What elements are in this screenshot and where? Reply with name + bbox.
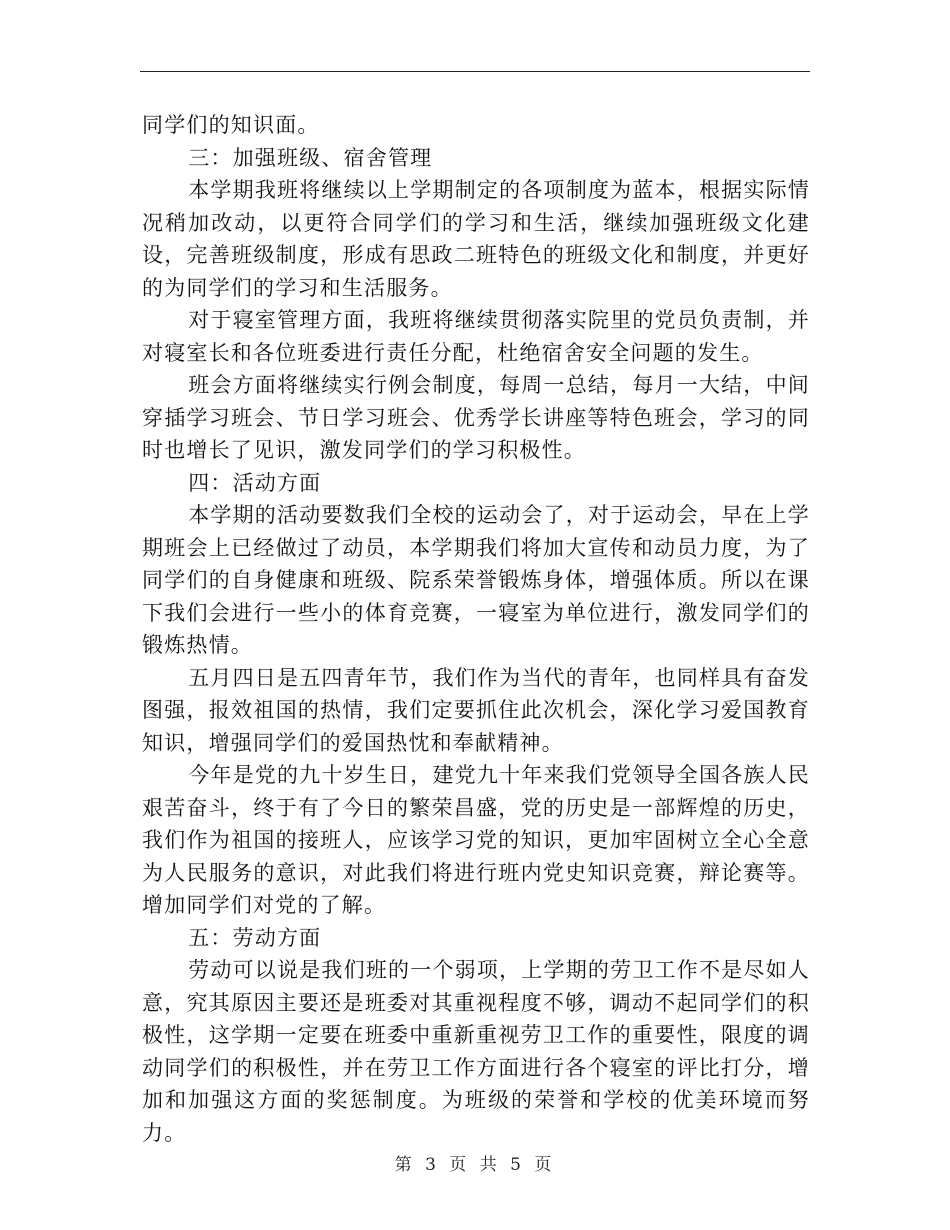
paragraph: 本学期我班将继续以上学期制定的各项制度为蓝本，根据实际情况稍加改动，以更符合同学们的学习和生活，继续加强班级文化建设，完善班级制度，形成有思政二班特色的班级文化和制度，并更好的为同学们的学习和生活服务。 (142, 178, 810, 300)
paragraph: 班会方面将继续实行例会制度，每周一总结，每月一大结，中间穿插学习班会、节日学习班会、优秀学长讲座等特色班会，学习的同时也增长了见识，激发同学们的学习积极性。 (142, 373, 810, 462)
paragraph: 对于寝室管理方面，我班将继续贯彻落实院里的党员负责制，并对寝室长和各位班委进行责任分配，杜绝宿舍安全问题的发生。 (142, 308, 810, 365)
page-footer: 第 3 页 共 5 页 (394, 1155, 556, 1175)
section-heading: 三：加强班级、宿舍管理 (188, 145, 433, 170)
section-heading: 五：劳动方面 (188, 925, 322, 950)
paragraph: 劳动可以说是我们班的一个弱项，上学期的劳卫工作不是尽如人意，究其原因主要还是班委对其重视程度不够，调动不起同学们的积极性，这学期一定要在班委中重新重视劳卫工作的重要性，限度的调动同学们的积极性，并在劳卫工作方面进行各个寝室的评比打分，增加和加强这方面的奖惩制度。为班级的荣誉和学校的优美环境而努力。 (142, 958, 810, 1145)
paragraph: 本学期的活动要数我们全校的运动会了，对于运动会，早在上学期班会上已经做过了动员，本学期我们将加大宣传和动员力度，为了同学们的自身健康和班级、院系荣誉锻炼身体，增强体质。所以在课下我们会进行一些小的体育竞赛，一寝室为单位进行，激发同学们的锻炼热情。 (142, 503, 810, 657)
section-heading: 四：活动方面 (188, 470, 322, 495)
document-body (142, 109, 810, 1149)
paragraph: 同学们的知识面。 (142, 113, 320, 137)
header-rule (140, 71, 810, 72)
paragraph: 今年是党的九十岁生日，建党九十年来我们党领导全国各族人民艰苦奋斗，终于有了今日的繁荣昌盛，党的历史是一部辉煌的历史，我们作为祖国的接班人，应该学习党的知识，更加牢固树立全心全意为人民服务的意识，对此我们将进行班内党史知识竞赛，辩论赛等。增加同学们对党的了解。 (142, 763, 810, 917)
paragraph: 五月四日是五四青年节，我们作为当代的青年，也同样具有奋发图强，报效祖国的热情，我们定要抓住此次机会，深化学习爱国教育知识，增强同学们的爱国热忱和奉献精神。 (142, 665, 810, 755)
